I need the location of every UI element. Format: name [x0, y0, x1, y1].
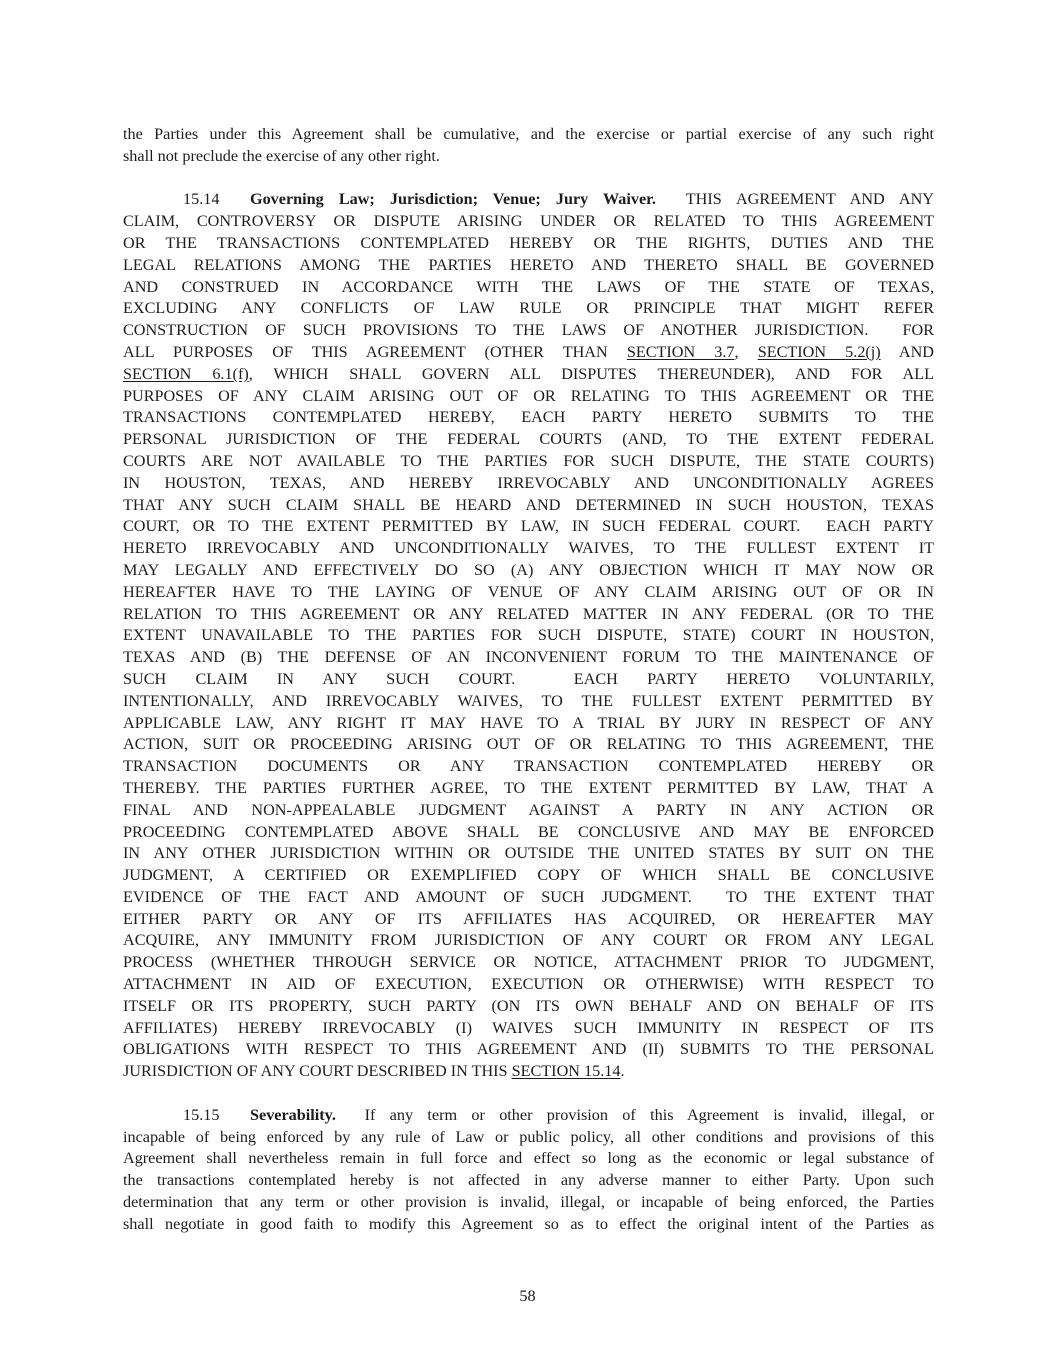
- text-line: [123, 1039, 934, 1061]
- text-run: HERETO IRREVOCABLY AND UNCONDITIONALLY WAIVES, TO THE FULLEST EXTENT IT: [123, 539, 934, 558]
- text-run: determination that any term or other provision is invalid, illegal, or incapable of being enforced, the Parties: [123, 1193, 934, 1212]
- text-run: PROCESS (WHETHER THROUGH SERVICE OR NOTICE, ATTACHMENT PRIOR TO JUDGMENT,: [123, 953, 934, 972]
- text-line: [123, 1192, 934, 1214]
- text-run: the transactions contemplated hereby is not affected in any adverse manner to either Party. Upon such: [123, 1171, 934, 1190]
- text-line: [123, 930, 934, 952]
- text-line: [123, 996, 934, 1018]
- text-run: .: [620, 1062, 625, 1081]
- text-run: MAY LEGALLY AND EFFECTIVELY DO SO (A) ANY OBJECTION WHICH IT MAY NOW OR: [123, 560, 934, 579]
- section-reference: SECTION 15.14: [511, 1062, 621, 1081]
- text-line: [123, 211, 934, 233]
- text-line: [123, 473, 934, 495]
- clause-heading: Severability.: [250, 1105, 336, 1124]
- text-line: [123, 364, 934, 386]
- document-body: [123, 124, 934, 1236]
- text-line: [123, 1127, 934, 1149]
- text-line: [123, 1061, 934, 1083]
- text-line: [123, 756, 934, 778]
- text-line: [123, 1018, 934, 1040]
- text-run: LEGAL RELATIONS AMONG THE PARTIES HERETO AND THERETO SHALL BE GOVERNED: [123, 255, 934, 274]
- text-line: [123, 909, 934, 931]
- text-run: incapable of being enforced by any rule of Law or public policy, all other conditions and provisions of this: [123, 1127, 934, 1146]
- text-line: [123, 974, 934, 996]
- text-run: CLAIM, CONTROVERSY OR DISPUTE ARISING UNDER OR RELATED TO THIS AGREEMENT: [123, 212, 934, 231]
- text-run: ATTACHMENT IN AID OF EXECUTION, EXECUTION OR OTHERWISE) WITH RESPECT TO: [123, 975, 934, 994]
- text-line: [123, 451, 934, 473]
- text-line: [123, 843, 934, 865]
- text-line: [123, 342, 934, 364]
- clause-number: 15.14: [183, 190, 220, 209]
- text-line: [123, 604, 934, 626]
- text-run: COURTS ARE NOT AVAILABLE TO THE PARTIES FOR SUCH DISPUTE, THE STATE COURTS): [123, 451, 934, 470]
- text-line: [123, 822, 934, 844]
- text-line: [123, 146, 934, 168]
- indent-spacer: [123, 1119, 183, 1120]
- text-run: JUDGMENT, A CERTIFIED OR EXEMPLIFIED COPY OF WHICH SHALL BE CONCLUSIVE: [123, 866, 934, 885]
- section-reference: SECTION 5.2(j): [757, 342, 881, 361]
- text-run: PERSONAL JURISDICTION OF THE FEDERAL COURTS (AND, TO THE EXTENT FEDERAL: [123, 430, 934, 449]
- text-line: [123, 516, 934, 538]
- text-line: [123, 778, 934, 800]
- text-run: JURISDICTION OF ANY COURT DESCRIBED IN THIS: [123, 1062, 512, 1081]
- text-run: OBLIGATIONS WITH RESPECT TO THIS AGREEMENT AND (II) SUBMITS TO THE PERSONAL: [123, 1040, 934, 1059]
- text-run: shall negotiate in good faith to modify this Agreement so as to effect the original intent of the Parties as: [123, 1214, 934, 1233]
- text-line: [123, 189, 934, 211]
- text-run: OR THE TRANSACTIONS CONTEMPLATED HEREBY OR THE RIGHTS, DUTIES AND THE: [123, 233, 934, 252]
- text-run: APPLICABLE LAW, ANY RIGHT IT MAY HAVE TO A TRIAL BY JURY IN RESPECT OF ANY: [123, 713, 934, 732]
- text-run: shall not preclude the exercise of any other right.: [123, 146, 440, 165]
- text-line: [123, 1170, 934, 1192]
- text-run: THIS AGREEMENT AND ANY: [655, 190, 934, 209]
- text-line: [123, 887, 934, 909]
- text-run: AND CONSTRUED IN ACCORDANCE WITH THE LAWS OF THE STATE OF TEXAS,: [123, 277, 934, 296]
- p-15-14-governing-law-jurisdiction-venue-jury-waiver: [123, 189, 934, 1083]
- text-run: TRANSACTIONS CONTEMPLATED HEREBY, EACH PARTY HERETO SUBMITS TO THE: [123, 408, 934, 427]
- text-run: ACTION, SUIT OR PROCEEDING ARISING OUT OF OR RELATING TO THIS AGREEMENT, THE: [123, 735, 934, 754]
- text-line: [123, 669, 934, 691]
- text-run: INTENTIONALLY, AND IRREVOCABLY WAIVES, TO THE FULLEST EXTENT PERMITTED BY: [123, 691, 934, 710]
- text-line: [123, 538, 934, 560]
- text-run: the Parties under this Agreement shall be cumulative, and the exercise or partial exercise of any such right: [123, 125, 934, 143]
- text-line: [123, 407, 934, 429]
- text-line: [123, 255, 934, 277]
- text-line: [123, 298, 934, 320]
- text-run: COURT, OR TO THE EXTENT PERMITTED BY LAW, IN SUCH FEDERAL COURT. EACH PARTY: [123, 517, 934, 536]
- page-number: 58: [519, 1287, 536, 1305]
- text-run: PROCEEDING CONTEMPLATED ABOVE SHALL BE CONCLUSIVE AND MAY BE ENFORCED: [123, 822, 934, 841]
- p-15-15-severability: [123, 1105, 934, 1236]
- text-run: IN ANY OTHER JURISDICTION WITHIN OR OUTSIDE THE UNITED STATES BY SUIT ON THE: [123, 844, 934, 863]
- text-line: [123, 713, 934, 735]
- text-run: SUCH CLAIM IN ANY SUCH COURT. EACH PARTY HERETO VOLUNTARILY,: [123, 669, 934, 688]
- text-line: [123, 952, 934, 974]
- text-line: [123, 582, 934, 604]
- text-run: If any term or other provision of this Agreement is invalid, illegal, or: [335, 1105, 934, 1124]
- text-line: [123, 320, 934, 342]
- clause-heading: Governing Law; Jurisdiction; Venue; Jury Waiver.: [250, 190, 656, 209]
- text-run: FINAL AND NON-APPEALABLE JUDGMENT AGAINST A PARTY IN ANY ACTION OR: [123, 800, 934, 819]
- text-run: CONSTRUCTION OF SUCH PROVISIONS TO THE LAWS OF ANOTHER JURISDICTION. FOR: [123, 321, 934, 340]
- text-run: Agreement shall nevertheless remain in full force and effect so long as the economic or legal substance of: [123, 1149, 934, 1168]
- text-line: [123, 124, 934, 146]
- text-line: [123, 560, 934, 582]
- text-line: [123, 429, 934, 451]
- text-run: AFFILIATES) HEREBY IRREVOCABLY (I) WAIVES SUCH IMMUNITY IN RESPECT OF ITS: [123, 1018, 934, 1037]
- text-line: [123, 1214, 934, 1236]
- text-run: AND: [880, 342, 934, 361]
- text-run: ALL PURPOSES OF THIS AGREEMENT (OTHER THAN: [123, 342, 627, 361]
- text-line: [123, 865, 934, 887]
- text-line: [123, 1148, 934, 1170]
- section-reference: SECTION 6.1(f): [123, 364, 249, 383]
- text-run: PURPOSES OF ANY CLAIM ARISING OUT OF OR RELATING TO THIS AGREEMENT OR THE: [123, 386, 934, 405]
- text-run: TRANSACTION DOCUMENTS OR ANY TRANSACTION CONTEMPLATED HEREBY OR: [123, 757, 934, 776]
- text-run: EITHER PARTY OR ANY OF ITS AFFILIATES HAS ACQUIRED, OR HEREAFTER MAY: [123, 909, 934, 928]
- text-run: THAT ANY SUCH CLAIM SHALL BE HEARD AND DETERMINED IN SUCH HOUSTON, TEXAS: [123, 495, 934, 514]
- text-run: HEREAFTER HAVE TO THE LAYING OF VENUE OF ANY CLAIM ARISING OUT OF OR IN: [123, 582, 934, 601]
- text-run: ACQUIRE, ANY IMMUNITY FROM JURISDICTION OF ANY COURT OR FROM ANY LEGAL: [123, 931, 934, 950]
- text-line: [123, 800, 934, 822]
- clause-number: 15.15: [183, 1105, 220, 1124]
- text-line: [123, 734, 934, 756]
- text-run: EVIDENCE OF THE FACT AND AMOUNT OF SUCH JUDGMENT. TO THE EXTENT THAT: [123, 887, 934, 906]
- text-line: [123, 386, 934, 408]
- text-run: , WHICH SHALL GOVERN ALL DISPUTES THEREUNDER), AND FOR ALL: [248, 364, 934, 383]
- text-run: ITSELF OR ITS PROPERTY, SUCH PARTY (ON ITS OWN BEHALF AND ON BEHALF OF ITS: [123, 996, 934, 1015]
- text-line: [123, 233, 934, 255]
- indent-spacer: [123, 203, 183, 204]
- text-run: EXCLUDING ANY CONFLICTS OF LAW RULE OR PRINCIPLE THAT MIGHT REFER: [123, 299, 934, 318]
- text-line: [123, 277, 934, 299]
- text-run: THEREBY. THE PARTIES FURTHER AGREE, TO THE EXTENT PERMITTED BY LAW, THAT A: [123, 778, 934, 797]
- text-run: EXTENT UNAVAILABLE TO THE PARTIES FOR SUCH DISPUTE, STATE) COURT IN HOUSTON,: [123, 626, 934, 645]
- text-line: [123, 625, 934, 647]
- text-line: [123, 495, 934, 517]
- text-run: RELATION TO THIS AGREEMENT OR ANY RELATED MATTER IN ANY FEDERAL (OR TO THE: [123, 604, 934, 623]
- text-line: [123, 1105, 934, 1127]
- text-run: IN HOUSTON, TEXAS, AND HEREBY IRREVOCABLY AND UNCONDITIONALLY AGREES: [123, 473, 934, 492]
- text-run: ,: [734, 342, 758, 361]
- section-reference: SECTION 3.7: [626, 342, 735, 361]
- p-remedies-continuation: [123, 124, 934, 168]
- text-line: [123, 691, 934, 713]
- text-run: TEXAS AND (B) THE DEFENSE OF AN INCONVENIENT FORUM TO THE MAINTENANCE OF: [123, 648, 934, 667]
- text-line: [123, 647, 934, 669]
